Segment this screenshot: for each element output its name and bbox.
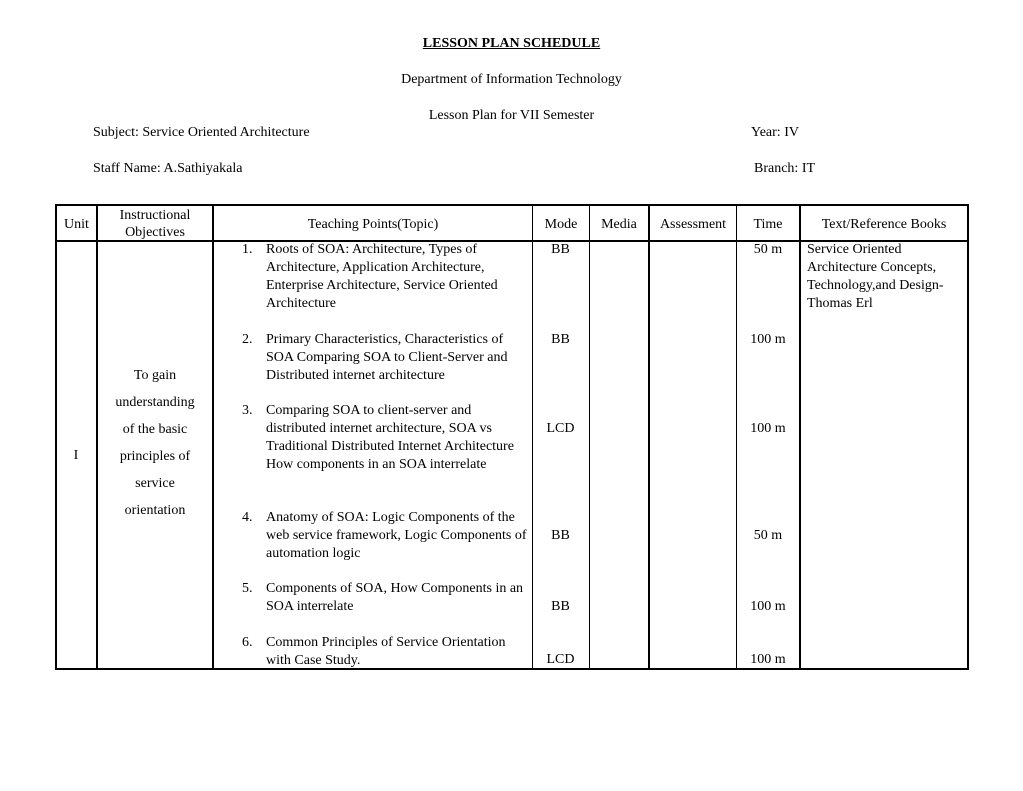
topic-text: Roots of SOA: Architecture, Types of Architecture, Application Architecture, Enterprise Architecture, Service Oriented Architecture <box>266 242 498 311</box>
objective-line: understanding <box>115 395 195 410</box>
topic-number: 5. <box>242 581 253 596</box>
column-header-assessment: Assessment <box>659 216 727 232</box>
column-header-time: Time <box>753 216 783 232</box>
column-header-topic: Teaching Points(Topic) <box>307 216 439 232</box>
topic-text: Primary Characteristics, Characteristics of SOA Comparing SOA to Client-Server and Distributed internet architecture <box>266 332 508 383</box>
column-divider <box>648 205 650 669</box>
mode-value: LCD <box>546 652 575 667</box>
column-header-unit: Unit <box>64 216 89 232</box>
unit-value: I <box>73 448 79 463</box>
mode-value: BB <box>551 528 570 543</box>
column-header-books: Text/Reference Books <box>821 216 947 232</box>
time-value: 100 m <box>750 421 786 436</box>
branch-line: Branch: IT <box>754 161 816 176</box>
time-value: 100 m <box>750 332 786 347</box>
topic-number: 3. <box>242 403 253 418</box>
topic-text: Components of SOA, How Components in an SOA interrelate <box>266 581 524 614</box>
column-header-mode: Mode <box>544 216 578 232</box>
year-line: Year: IV <box>751 125 799 140</box>
reference-books: Service Oriented Architecture Concepts, Technology,and Design-Thomas Erl <box>807 242 944 311</box>
column-header-media: Media <box>601 216 637 232</box>
lesson-plan-line: Lesson Plan for VII Semester <box>428 108 595 123</box>
time-value: 50 m <box>753 528 783 543</box>
objective-line: service <box>135 476 175 491</box>
column-header-objectives: Instructional Objectives <box>119 208 191 240</box>
objective-line: principles of <box>119 449 191 464</box>
mode-value: BB <box>551 599 570 614</box>
table-border-left <box>55 205 57 669</box>
objective-line: orientation <box>124 503 186 518</box>
time-value: 100 m <box>750 652 786 667</box>
mode-value: LCD <box>546 421 575 436</box>
objective-line: of the basic <box>122 422 188 437</box>
mode-value: BB <box>551 332 570 347</box>
table-border-right <box>967 205 969 669</box>
column-divider <box>589 205 590 669</box>
topic-number: 1. <box>242 242 253 257</box>
topic-number: 6. <box>242 635 253 650</box>
time-value: 50 m <box>753 242 783 257</box>
mode-value: BB <box>551 242 570 257</box>
objectives-cell <box>98 367 212 529</box>
department-line: Department of Information Technology <box>401 72 622 87</box>
time-value: 100 m <box>750 599 786 614</box>
objective-line: To gain <box>133 368 177 383</box>
column-divider <box>799 205 801 669</box>
topic-text: Common Principles of Service Orientation with Case Study. <box>266 635 506 668</box>
topic-number: 4. <box>242 510 253 525</box>
document-title: LESSON PLAN SCHEDULE <box>422 36 601 51</box>
topic-number: 2. <box>242 332 253 347</box>
topic-text: Anatomy of SOA: Logic Components of the web service framework, Logic Components of automation logic <box>266 510 527 561</box>
topic-text: Comparing SOA to client-server and distributed internet architecture, SOA vs Traditional Distributed Internet Architecture How components in an SOA interrelate <box>266 403 514 472</box>
staff-name-line: Staff Name: A.Sathiyakala <box>93 161 243 176</box>
subject-line: Subject: Service Oriented Architecture <box>93 125 310 140</box>
column-divider <box>212 205 214 669</box>
